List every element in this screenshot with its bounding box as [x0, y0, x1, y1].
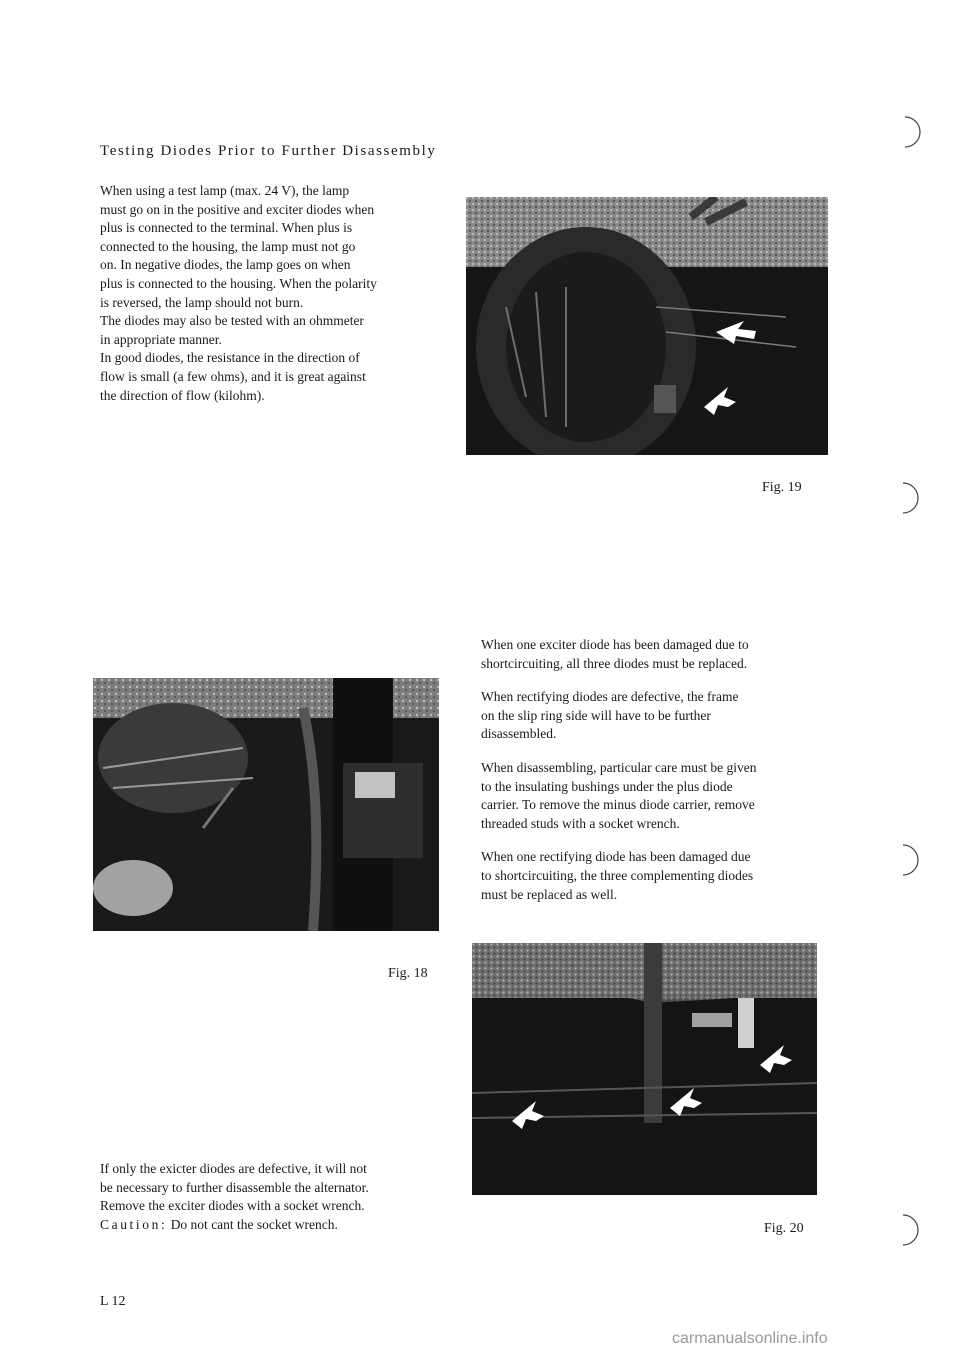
figure-19-caption: Fig. 19: [762, 480, 802, 495]
text-line: must go on in the positive and exciter diodes when: [100, 201, 375, 217]
text-line: threaded studs with a socket wrench.: [481, 815, 680, 831]
text-line: plus is connected to the terminal. When plus is: [100, 220, 353, 236]
punch-hole-icon: [895, 112, 931, 152]
text-line: on the slip ring side will have to be further: [481, 707, 711, 723]
figure-18-photo: [93, 678, 439, 931]
figure-18-caption: Fig. 18: [388, 966, 428, 981]
punch-hole-icon: [893, 1210, 929, 1250]
text-line: be necessary to further disassemble the alternator.: [100, 1179, 369, 1195]
figure-19-photo: [466, 197, 828, 455]
text-line: carrier. To remove the minus diode carrier, remove: [481, 797, 755, 813]
paragraph-disassembling: [481, 759, 841, 833]
text-line: When one exciter diode has been damaged due to: [481, 637, 749, 652]
text-line: is reversed, the lamp should not burn.: [100, 294, 304, 310]
figure-20-photo: [472, 943, 817, 1195]
text-line: When rectifying diodes are defective, the frame: [481, 689, 739, 705]
punch-hole-icon: [893, 478, 929, 518]
punch-hole-icon: [893, 840, 929, 880]
footer-watermark: carmanualsonline.info: [672, 1330, 828, 1347]
text-line: flow is small (a few ohms), and it is great against: [100, 368, 366, 384]
caution-line: [100, 1216, 445, 1235]
caution-label: Caution:: [100, 1216, 168, 1232]
figure-20-caption: Fig. 20: [764, 1221, 804, 1236]
text-line: shortcircuiting, all three diodes must be replaced.: [481, 655, 748, 671]
paragraph-rectifying: [481, 688, 841, 744]
text-line: In good diodes, the resistance in the direction of: [100, 350, 360, 366]
text-line: When one rectifying diode has been damaged due: [481, 849, 751, 865]
intro-paragraph: [100, 182, 460, 405]
text-line: When disassembling, particular care must be given: [481, 759, 757, 775]
text-line: must be replaced as well.: [481, 886, 618, 902]
bottom-left-paragraph: [100, 1160, 445, 1234]
text-line: Remove the exciter diodes with a socket wrench.: [100, 1198, 365, 1214]
text-line: plus is connected to the housing. When the polarity: [100, 275, 377, 291]
page-number: L 12: [100, 1294, 126, 1309]
text-line: in appropriate manner.: [100, 331, 222, 347]
right-column-text: [481, 636, 841, 919]
text-line: disassembled.: [481, 726, 557, 742]
text-line: to the insulating bushings under the plus diode: [481, 778, 733, 794]
text-line: When using a test lamp (max. 24 V), the lamp: [100, 183, 350, 198]
paragraph-complementing: [481, 848, 841, 904]
text-line: If only the exicter diodes are defective, it will not: [100, 1161, 367, 1176]
paragraph-exciter: [481, 636, 841, 673]
page-heading: Testing Diodes Prior to Further Disassembly: [100, 143, 437, 159]
text-line: connected to the housing, the lamp must not go: [100, 238, 356, 254]
text-line: The diodes may also be tested with an ohmmeter: [100, 313, 364, 329]
text-line: on. In negative diodes, the lamp goes on when: [100, 257, 351, 273]
caution-text: Do not cant the socket wrench.: [170, 1216, 338, 1232]
text-line: to shortcircuiting, the three complementing diodes: [481, 867, 754, 883]
text-line: the direction of flow (kilohm).: [100, 387, 265, 403]
